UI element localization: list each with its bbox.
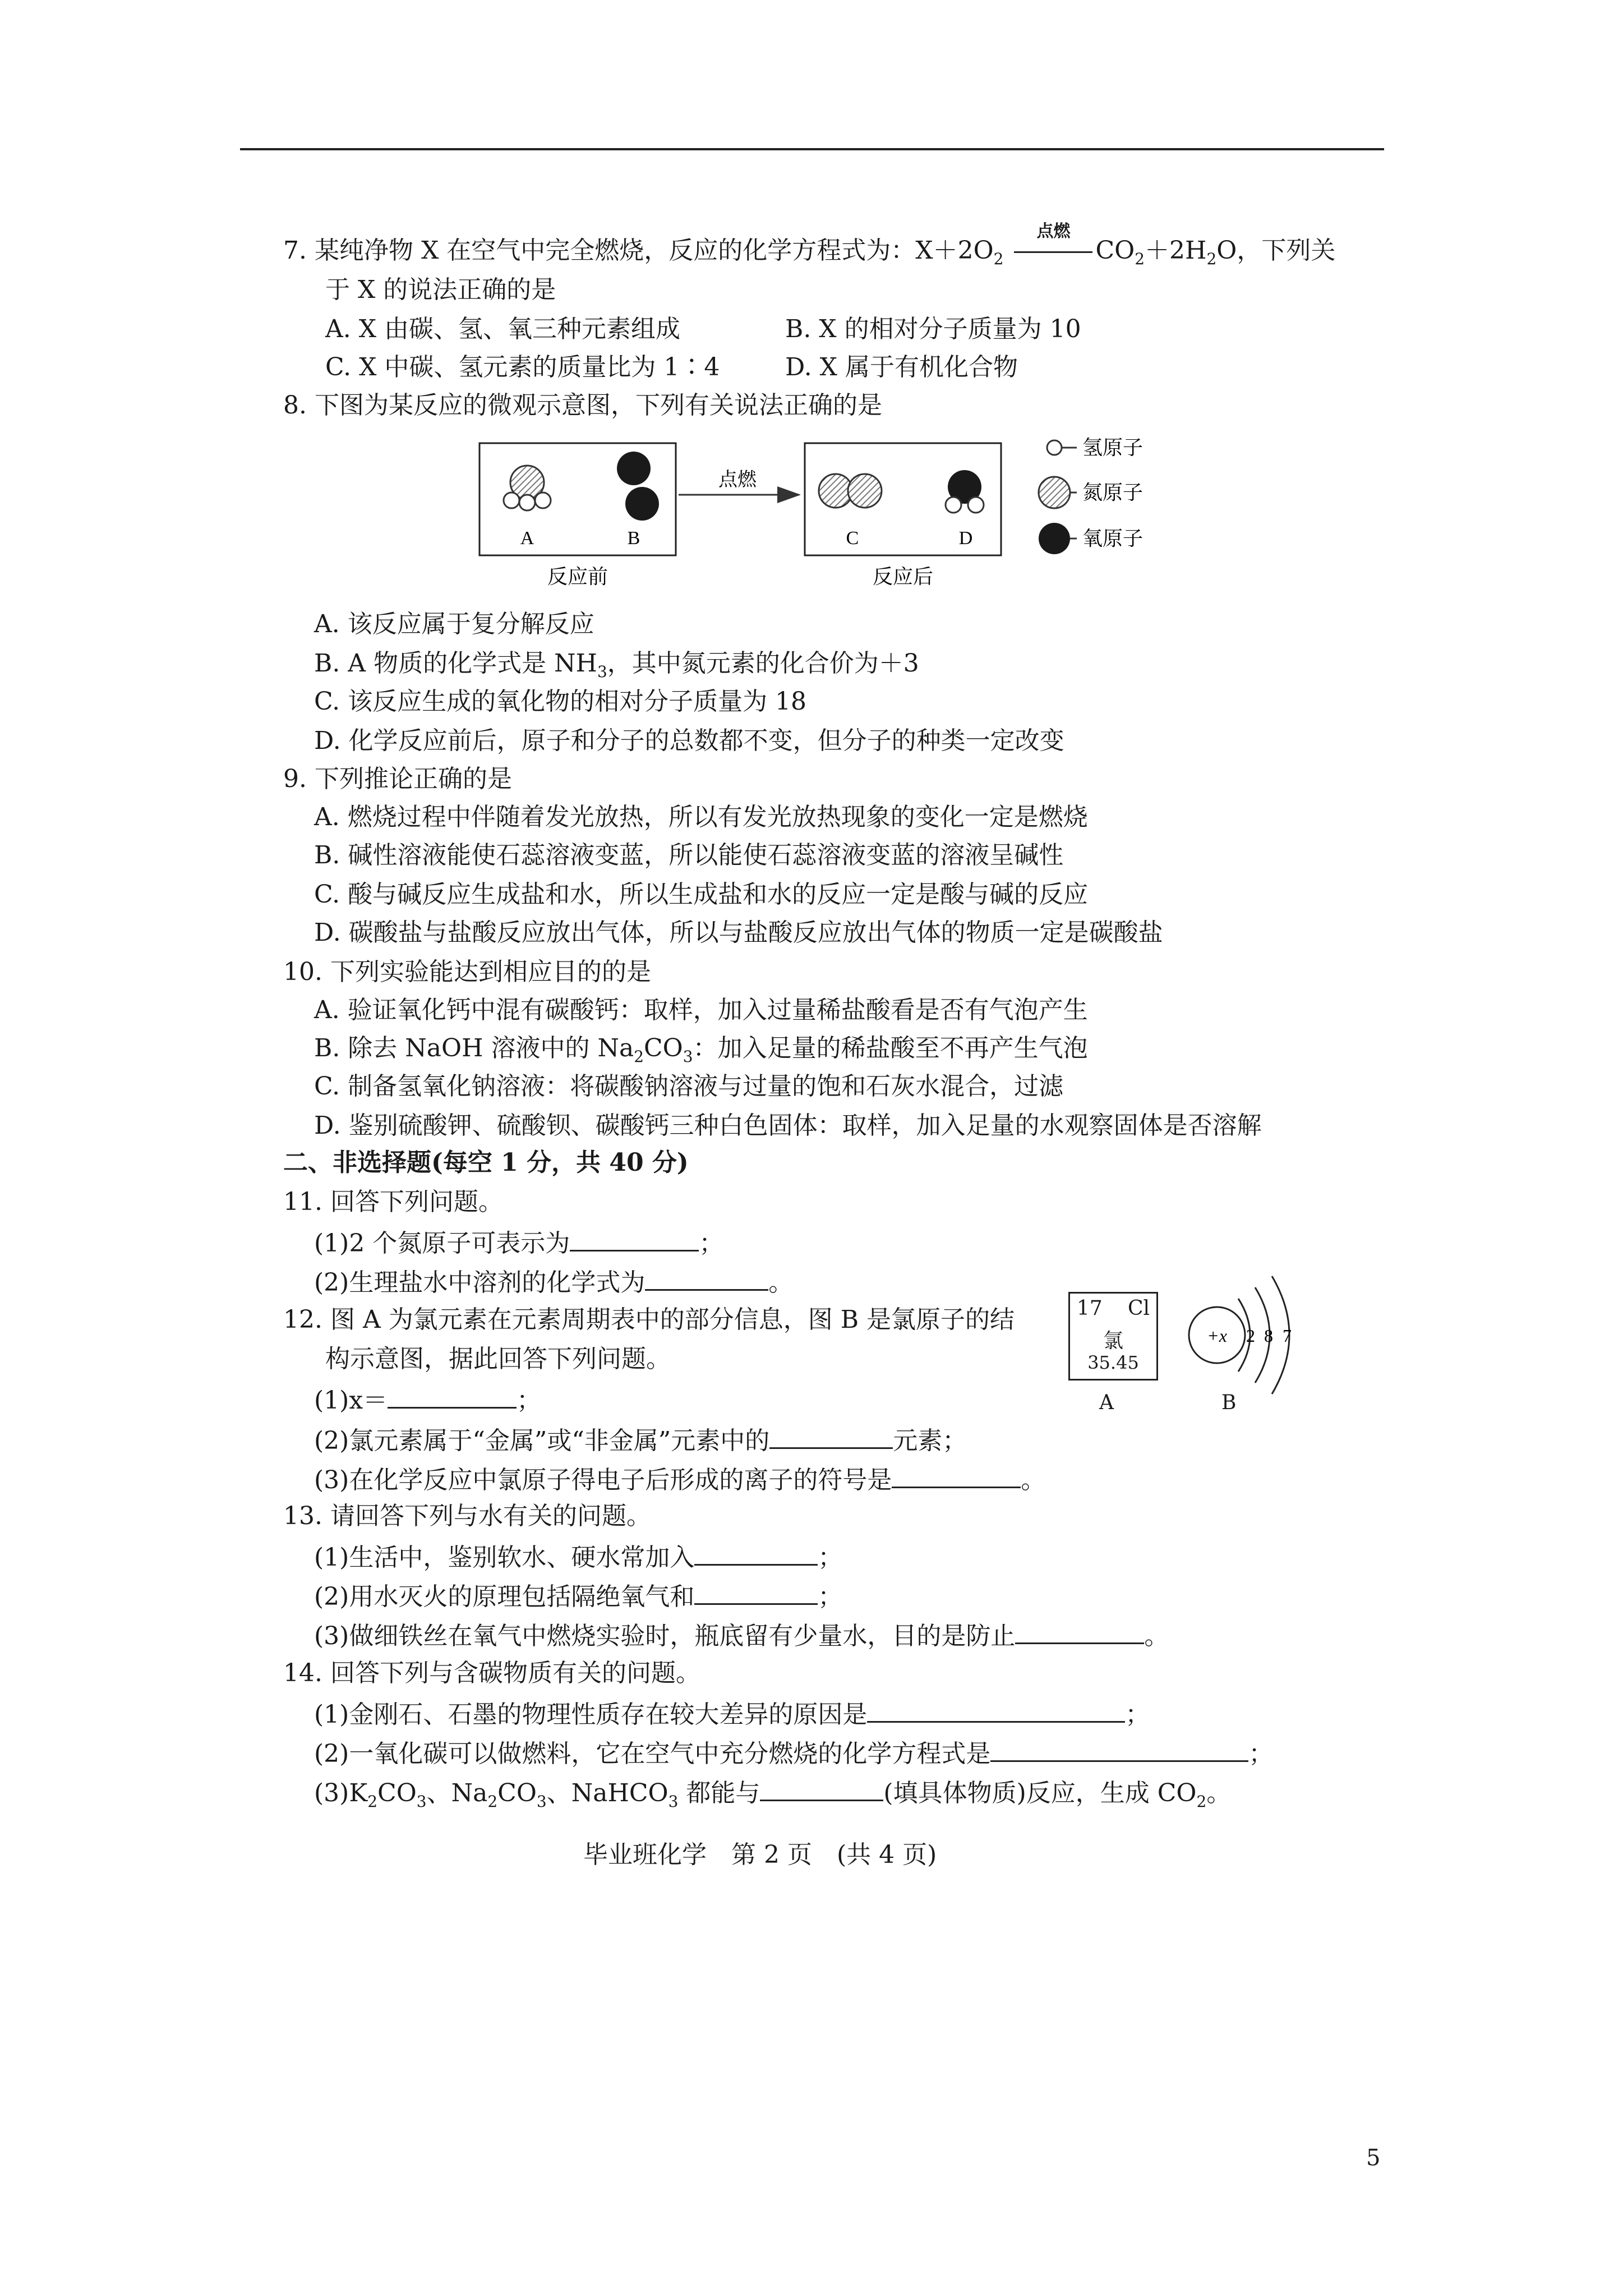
q14-stem: 14. 回答下列与含碳物质有关的问题。 — [283, 1659, 700, 1687]
q14-part3: $(3)K_2CO_3$、$Na_2CO_3$、NaHCO$_3$ 都能与 (填具体物质)反应，生成 $CO_2$。 — [314, 1776, 1231, 1809]
legend-hydrogen-icon — [1047, 440, 1062, 455]
answer-blank[interactable] — [867, 1697, 1125, 1723]
q13-part3: (3)做细铁丝在氧气中燃烧实验时，瓶底留有少量水，目的是防止 。 — [314, 1619, 1169, 1651]
answer-blank[interactable] — [388, 1383, 517, 1409]
answer-blank[interactable] — [990, 1737, 1248, 1762]
q9-option-a: A. 燃烧过程中伴随着发光放热，所以有发光放热现象的变化一定是燃烧 — [314, 803, 1088, 831]
arrow-label: 点燃 — [718, 468, 757, 491]
header-rule — [240, 148, 1384, 150]
legend-nitrogen-icon — [1039, 477, 1070, 508]
answer-blank[interactable] — [769, 1424, 893, 1449]
answer-blank[interactable] — [645, 1266, 768, 1291]
q8-option-d: D. 化学反应前后，原子和分子的总数都不变，但分子的种类一定改变 — [314, 726, 1064, 755]
atomic-mass: 35.45 — [1087, 1352, 1139, 1373]
q10-option-a: A. 验证氧化钙中混有碳酸钙：取样，加入过量稀盐酸看是否有气泡产生 — [314, 996, 1088, 1024]
element-symbol: Cl — [1127, 1297, 1150, 1320]
answer-blank[interactable] — [1015, 1619, 1144, 1644]
q8-option-b: B. A 物质的化学式是 $NH_3$，其中氮元素的化合价为＋3 — [314, 649, 919, 681]
q11-part2: (2)生理盐水中溶剂的化学式为 。 — [314, 1266, 793, 1298]
label-b: B — [627, 528, 640, 549]
molecule-d — [946, 470, 984, 513]
legend-oxygen: 氧原子 — [1082, 527, 1144, 550]
label-d: D — [958, 528, 973, 549]
q11-part1: (1)2 个氮原子可表示为 ； — [314, 1226, 723, 1259]
q9-option-b: B. 碱性溶液能使石蕊溶液变蓝，所以能使石蕊溶液变蓝的溶液呈碱性 — [314, 841, 1064, 869]
answer-blank[interactable] — [694, 1580, 818, 1605]
q13-part1: (1)生活中，鉴别软水、硬水常加入 ； — [314, 1540, 842, 1573]
answer-blank[interactable] — [892, 1463, 1021, 1488]
q9-option-d: D. 碳酸盐与盐酸反应放出气体，所以与盐酸反应放出气体的物质一定是碳酸盐 — [314, 918, 1163, 947]
q11-stem: 11. 回答下列问题。 — [283, 1188, 503, 1216]
q14-part2: (2)一氧化碳可以做燃料，它在空气中充分燃烧的化学方程式是 ； — [314, 1737, 1273, 1769]
q12-part3: (3)在化学反应中氯原子得电子后形成的离子的符号是 。 — [314, 1463, 1045, 1496]
element-tile — [1068, 1292, 1158, 1381]
answer-blank[interactable] — [570, 1226, 699, 1251]
reaction-diagram — [471, 432, 1312, 600]
legend-nitrogen: 氮原子 — [1082, 481, 1144, 504]
legend — [1039, 436, 1143, 554]
q9-option-c: C. 酸与碱反应生成盐和水，所以生成盐和水的反应一定是酸与碱的反应 — [314, 880, 1089, 909]
q8-stem: 8. 下图为某反应的微观示意图，下列有关说法正确的是 — [283, 391, 882, 420]
section-heading: 二、非选择题(每空 1 分，共 40 分) — [283, 1148, 689, 1177]
shell3-electrons: 7 — [1283, 1326, 1292, 1346]
molecule-b — [617, 452, 659, 521]
figure-b-label: B — [1221, 1391, 1237, 1414]
shell1-electrons: 2 — [1246, 1326, 1255, 1346]
nucleus-charge: +x — [1207, 1326, 1227, 1346]
q10-stem: 10. 下列实验能达到相应目的的是 — [283, 958, 651, 986]
figure-a-label: A — [1099, 1391, 1114, 1414]
q14-part1: (1)金刚石、石墨的物理性质存在较大差异的原因是 ； — [314, 1697, 1150, 1730]
after-label: 反应后 — [872, 565, 934, 588]
atomic-number: 17 — [1077, 1297, 1103, 1320]
q9-stem: 9. 下列推论正确的是 — [283, 765, 512, 793]
before-label: 反应前 — [547, 565, 608, 588]
atom-structure-diagram — [1172, 1273, 1312, 1402]
q12-part2: (2)氯元素属于“金属”或“非金属”元素中的 元素； — [314, 1424, 967, 1456]
q8-option-a: A. 该反应属于复分解反应 — [314, 610, 594, 638]
q8-option-c: C. 该反应生成的氧化物的相对分子质量为 18 — [314, 687, 807, 716]
answer-blank[interactable] — [760, 1776, 883, 1801]
page-number: 5 — [1366, 2145, 1381, 2171]
q12-stem-line2: 构示意图，据此回答下列问题。 — [325, 1345, 671, 1373]
q10-option-c: C. 制备氢氧化钠溶液：将碳酸钠溶液与过量的饱和石灰水混合，过滤 — [314, 1072, 1064, 1101]
q12-stem-line1: 12. 图 A 为氯元素在元素周期表中的部分信息，图 B 是氯原子的结 — [283, 1305, 1015, 1334]
q10-option-b: B. 除去 NaOH 溶液中的 $Na_2CO_3$：加入足量的稀盐酸至不再产生气泡 — [314, 1034, 1088, 1066]
q7-line1: 7. 某纯净物 X 在空气中完全燃烧，反应的化学方程式为：$X+2O_2$ 点燃 $CO_2+2H_2O$，下列关 — [283, 222, 1336, 268]
q12-part1: (1)x＝ ； — [314, 1383, 541, 1416]
q13-part2: (2)用水灭火的原理包括隔绝氧气和 ； — [314, 1580, 842, 1612]
label-c: C — [846, 528, 859, 549]
q7-option-d: D. X 属于有机化合物 — [785, 353, 1018, 381]
legend-oxygen-icon — [1039, 523, 1070, 554]
q7-option-a: A. X 由碳、氢、氧三种元素组成 — [325, 315, 681, 343]
page-footer: 毕业班化学 第 2 页 (共 4 页) — [583, 1841, 937, 1869]
label-a: A — [520, 528, 534, 549]
reaction-condition: 点燃 — [1011, 236, 1095, 266]
molecule-c — [819, 474, 882, 508]
q13-stem: 13. 请回答下列与水有关的问题。 — [283, 1502, 651, 1530]
legend-hydrogen: 氢原子 — [1082, 436, 1144, 459]
molecule-a — [504, 466, 551, 510]
answer-blank[interactable] — [694, 1540, 818, 1566]
element-name: 氯 — [1103, 1329, 1123, 1352]
q7-line2: 于 X 的说法正确的是 — [325, 275, 556, 304]
q7-option-b: B. X 的相对分子质量为 10 — [785, 315, 1081, 343]
q10-option-d: D. 鉴别硫酸钾、硫酸钡、碳酸钙三种白色固体：取样，加入足量的水观察固体是否溶解 — [314, 1111, 1262, 1140]
q7-option-c: C. X 中碳、氢元素的质量比为 1∶4 — [325, 353, 720, 381]
shell2-electrons: 8 — [1264, 1326, 1273, 1346]
